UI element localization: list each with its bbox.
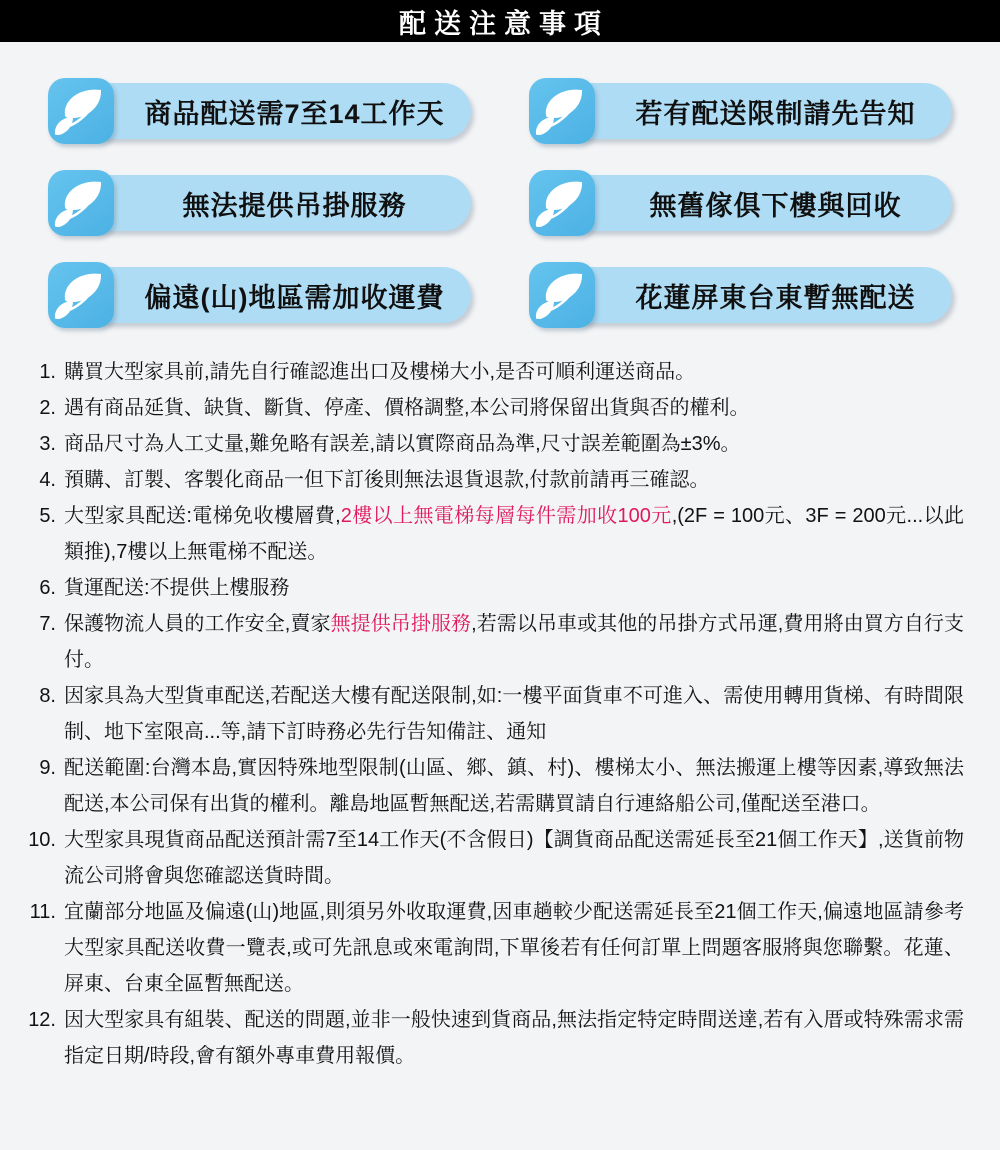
note-number: 6. bbox=[39, 577, 56, 599]
badge-label: 偏遠(山)地區需加收運費 bbox=[144, 282, 445, 313]
badge-delivery-limit bbox=[529, 78, 952, 144]
leaf-icon bbox=[529, 78, 595, 144]
badge-label: 花蓮屏東台東暫無配送 bbox=[635, 282, 916, 313]
note-item bbox=[18, 894, 964, 1002]
note-text: 遇有商品延貨、缺貨、斷貨、停產、價格調整,本公司將保留出貨與否的權利。 bbox=[64, 397, 750, 419]
badge-delivery-days bbox=[48, 78, 471, 144]
note-number: 11. bbox=[29, 901, 56, 923]
note-item bbox=[18, 570, 964, 606]
note-item bbox=[18, 822, 964, 894]
note-item bbox=[18, 390, 964, 426]
note-text: 購買大型家具前,請先自行確認進出口及樓梯大小,是否可順利運送商品。 bbox=[64, 361, 696, 383]
notes-list bbox=[18, 354, 964, 1074]
note-text: 保護物流人員的工作安全,賣家 bbox=[64, 613, 331, 635]
note-text: 宜蘭部分地區及偏遠(山)地區,則須另外收取運費,因車趟較少配送需延長至21個工作天,偏遠地區請參考大型家具配送收費一覽表,或可先訊息或來電詢問,下單後若有任何訂單上問題客服將與您聯繫。花蓮、屏東、台東全區暫無配送。 bbox=[64, 901, 964, 995]
note-text: 配送範圍:台灣本島,實因特殊地型限制(山區、鄉、鎮、村)、樓梯太小、無法搬運上樓等因素,導致無法配送,本公司保有出貨的權利。離島地區暫無配送,若需購買請自行連絡船公司,僅配送至港口。 bbox=[64, 757, 964, 815]
note-number: 8. bbox=[39, 685, 56, 707]
note-highlight-text: 無提供吊掛服務 bbox=[330, 613, 472, 635]
leaf-icon bbox=[48, 262, 114, 328]
badge-grid bbox=[0, 42, 1000, 328]
badge-no-delivery-areas bbox=[529, 262, 952, 328]
note-item bbox=[18, 498, 964, 570]
note-text: 因大型家具有組裝、配送的問題,並非一般快速到貨商品,無法指定特定時間送達,若有入厝或特殊需求需指定日期/時段,會有額外專車費用報價。 bbox=[64, 1009, 964, 1067]
note-item bbox=[18, 426, 964, 462]
note-number: 9. bbox=[39, 757, 56, 779]
note-item bbox=[18, 1002, 964, 1074]
note-text: 預購、訂製、客製化商品一但下訂後則無法退貨退款,付款前請再三確認。 bbox=[64, 469, 710, 491]
note-text: 大型家具現貨商品配送預計需7至14工作天(不含假日)【調貨商品配送需延長至21個工作天】,送貨前物流公司將會與您確認送貨時間。 bbox=[64, 829, 964, 887]
note-number: 3. bbox=[39, 433, 56, 455]
note-text: ,(2F = 100元、3F = 200元...以此類推),7樓以上無電梯不配送。 bbox=[64, 505, 965, 563]
notice-header bbox=[0, 0, 1000, 42]
note-text: 貨運配送:不提供上樓服務 bbox=[64, 577, 290, 599]
note-number: 4. bbox=[39, 469, 56, 491]
note-number: 10. bbox=[28, 829, 56, 851]
leaf-icon bbox=[529, 170, 595, 236]
leaf-icon bbox=[48, 78, 114, 144]
badge-label: 若有配送限制請先告知 bbox=[635, 98, 916, 129]
page-title: 配送注意事項 bbox=[399, 8, 609, 39]
badge-no-old-furniture bbox=[529, 170, 952, 236]
badge-no-hoisting bbox=[48, 170, 471, 236]
note-item bbox=[18, 678, 964, 750]
note-item bbox=[18, 354, 964, 390]
note-item bbox=[18, 462, 964, 498]
note-number: 2. bbox=[39, 397, 56, 419]
note-text: 商品尺寸為人工丈量,難免略有誤差,請以實際商品為準,尺寸誤差範圍為±3%。 bbox=[64, 433, 741, 455]
leaf-icon bbox=[529, 262, 595, 328]
badge-label: 無舊傢俱下樓與回收 bbox=[649, 190, 902, 221]
badge-label: 商品配送需7至14工作天 bbox=[144, 98, 445, 129]
note-text: 因家具為大型貨車配送,若配送大樓有配送限制,如:一樓平面貨車不可進入、需使用轉用貨梯、有時間限制、地下室限高...等,請下訂時務必先行告知備註、通知 bbox=[64, 685, 964, 743]
note-number: 1. bbox=[39, 361, 56, 383]
note-item bbox=[18, 606, 964, 678]
badge-remote-fee bbox=[48, 262, 471, 328]
note-item bbox=[18, 750, 964, 822]
note-text: ,若需以吊車或其他的吊掛方式吊運,費用將由買方自行支付。 bbox=[64, 613, 965, 671]
note-number: 5. bbox=[39, 505, 56, 527]
note-number: 7. bbox=[39, 613, 56, 635]
note-highlight-text: 2樓以上無電梯每層每件需加收100元 bbox=[340, 505, 672, 527]
leaf-icon bbox=[48, 170, 114, 236]
note-number: 12. bbox=[28, 1009, 56, 1031]
note-text: 大型家具配送:電梯免收樓層費, bbox=[64, 505, 341, 527]
badge-label: 無法提供吊掛服務 bbox=[182, 190, 407, 221]
